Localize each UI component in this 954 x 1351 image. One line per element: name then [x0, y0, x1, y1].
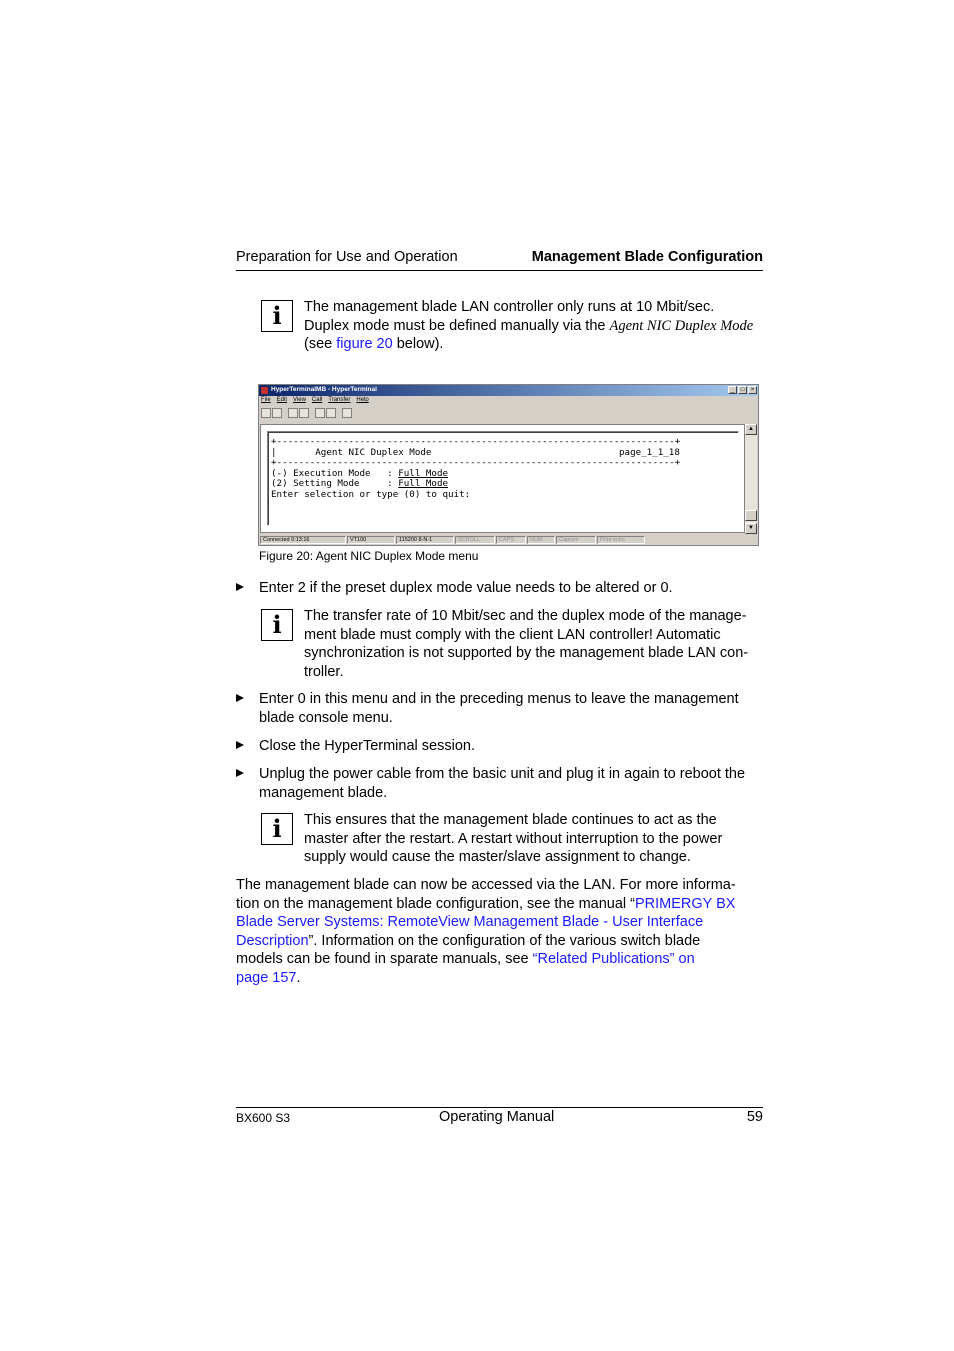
footer-rule [236, 1107, 763, 1108]
closing-paragraph [236, 876, 763, 987]
disconnect-icon[interactable] [299, 408, 309, 418]
para-text: models can be found in sparate manuals, see [236, 951, 533, 967]
bullet-item-2 [236, 690, 763, 727]
status-print-echo: Print echo [597, 536, 645, 544]
receive-icon[interactable] [326, 408, 336, 418]
status-bar [259, 535, 758, 545]
window-title: HyperTerminalMB - HyperTerminal [271, 386, 377, 393]
info-icon: i [261, 813, 293, 845]
status-num: NUM [527, 536, 555, 544]
bullet-text [259, 579, 763, 598]
scroll-up-icon[interactable]: ▲ [745, 424, 757, 435]
note-line [304, 317, 766, 336]
info-note-text [304, 298, 766, 354]
terminal-option-2: (2) Setting Mode : [271, 478, 399, 489]
note-text: below). [392, 336, 444, 352]
status-capture: Capture [556, 536, 596, 544]
bullet-text-part: if the preset duplex mode value needs to be altered or [305, 580, 661, 596]
minimize-icon[interactable]: _ [728, 386, 737, 394]
page-number: 59 [746, 1109, 763, 1125]
bullet-text: Close the HyperTerminal session. [259, 738, 475, 754]
note-line: troller. [304, 663, 344, 680]
para-line [236, 950, 763, 969]
input-value: 2 [297, 580, 306, 596]
para-text: . [296, 969, 301, 986]
terminal-area[interactable] [260, 424, 745, 533]
status-scroll: SCROLL [455, 536, 495, 544]
bullet-item-4 [236, 765, 763, 802]
hyperterminal-app-icon [261, 387, 268, 394]
properties-icon[interactable] [342, 408, 352, 418]
note-text: Duplex mode must be defined manually via the [304, 317, 610, 334]
bullet-arrow-icon [236, 769, 244, 777]
para-line [236, 969, 763, 988]
menu-name-italic: Agent NIC Duplex Mode [609, 317, 754, 334]
info-icon: i [261, 609, 293, 641]
scroll-thumb[interactable] [745, 510, 757, 521]
status-settings: 115200 8-N-1 [396, 536, 454, 544]
menu-help[interactable]: Help [356, 397, 369, 403]
bullet-text [259, 765, 763, 802]
bullet-text [259, 690, 763, 727]
bullet-item-1 [236, 579, 763, 598]
note-line: The management blade LAN controller only runs at 10 Mbit/sec. [304, 299, 715, 315]
window-titlebar [259, 385, 758, 396]
manual-link[interactable]: Blade Server Systems: RemoteView Management Blade - User Interface [236, 914, 704, 930]
scroll-down-icon[interactable]: ▼ [745, 523, 757, 534]
menu-bar [261, 397, 375, 406]
status-caps: CAPS [496, 536, 526, 544]
figure-caption: Figure 20: Agent NIC Duplex Mode menu [259, 549, 479, 563]
info-icon: i [261, 300, 293, 332]
maximize-icon[interactable]: □ [738, 386, 747, 394]
terminal-rule: +------------------------------------------------------------------------+ [271, 436, 681, 447]
menu-transfer[interactable]: Transfer [328, 397, 351, 403]
running-header-left: Preparation for Use and Operation [236, 249, 458, 265]
info-note-text [304, 607, 766, 681]
para-line [236, 895, 763, 914]
para-text: tion on the management blade configuration, see the manual “ [236, 895, 636, 912]
bullet-item-3 [236, 737, 763, 756]
menu-view[interactable]: View [293, 397, 306, 403]
send-icon[interactable] [315, 408, 325, 418]
terminal-title-prefix: | [271, 446, 316, 458]
note-line: synchronization is not supported by the management blade LAN con- [304, 645, 749, 661]
note-line: ment blade must comply with the client LAN controller! Automatic [304, 626, 721, 643]
toolbar [261, 408, 353, 420]
terminal-rule: +------------------------------------------------------------------------+ [271, 457, 681, 468]
terminal-screen [267, 431, 739, 526]
para-line: The management blade can now be accessed via the LAN. For more informa- [236, 877, 736, 893]
terminal-option-2-value: Full Mode [398, 478, 449, 489]
para-line [236, 913, 763, 932]
header-rule [236, 270, 763, 271]
terminal-option-1-value: Full Mode [398, 467, 449, 479]
bullet-line: Unplug the power cable from the basic unit and plug it in again to reboot the [259, 766, 746, 782]
note-line: supply would cause the master/slave assignment to change. [304, 849, 691, 865]
note-line [304, 335, 766, 354]
note-line: This ensures that the management blade continues to act as the [304, 812, 717, 828]
menu-call[interactable]: Call [311, 397, 323, 403]
para-text: ”. Information on the configuration of the various switch blade [308, 932, 701, 949]
related-publications-link[interactable]: page 157 [236, 969, 297, 986]
manual-link[interactable]: PRIMERGY BX [635, 895, 736, 912]
note-line: The transfer rate of 10 Mbit/sec and the duplex mode of the manage- [304, 608, 747, 624]
open-icon[interactable] [272, 408, 282, 418]
bullet-text-part: Enter [259, 580, 298, 596]
running-header-right: Management Blade Configuration [531, 249, 763, 265]
bullet-arrow-icon [236, 741, 244, 749]
manual-link[interactable]: Description [236, 932, 309, 949]
bullet-text-part: . [668, 580, 673, 596]
menu-file[interactable]: File [261, 397, 271, 403]
para-line [236, 932, 763, 951]
info-note-text [304, 811, 766, 867]
status-connected: Connected 0:13:16 [260, 536, 346, 544]
menu-edit[interactable]: Edit [276, 397, 288, 403]
vertical-scrollbar[interactable] [745, 424, 757, 534]
related-publications-link[interactable]: “Related Publications” on [532, 951, 695, 967]
new-icon[interactable] [261, 408, 271, 418]
hyperterminal-screenshot [258, 384, 759, 546]
bullet-arrow-icon [236, 694, 244, 702]
status-emulation: VT100 [347, 536, 395, 544]
terminal-prompt: Enter selection or type (0) to quit: [271, 488, 471, 500]
bullet-line: management blade. [259, 784, 388, 801]
note-line: master after the restart. A restart without interruption to the power [304, 830, 723, 847]
terminal-page-label: page_1_1_18 [619, 446, 680, 458]
bullet-line: Enter 0 in this menu and in the preceding menus to leave the management [259, 691, 739, 707]
close-icon[interactable]: × [748, 386, 757, 394]
terminal-option-1: (-) Execution Mode : [271, 467, 399, 479]
footer-product: BX600 S3 [236, 1111, 291, 1125]
terminal-menu-title: Agent NIC Duplex Mode [315, 446, 432, 458]
bullet-arrow-icon [236, 583, 244, 591]
input-value: 0 [660, 580, 669, 596]
bullet-line: blade console menu. [259, 709, 393, 726]
figure-link[interactable]: figure 20 [336, 336, 393, 352]
footer-title: Operating Manual [439, 1109, 555, 1125]
connect-icon[interactable] [288, 408, 298, 418]
note-text: (see [304, 336, 337, 352]
